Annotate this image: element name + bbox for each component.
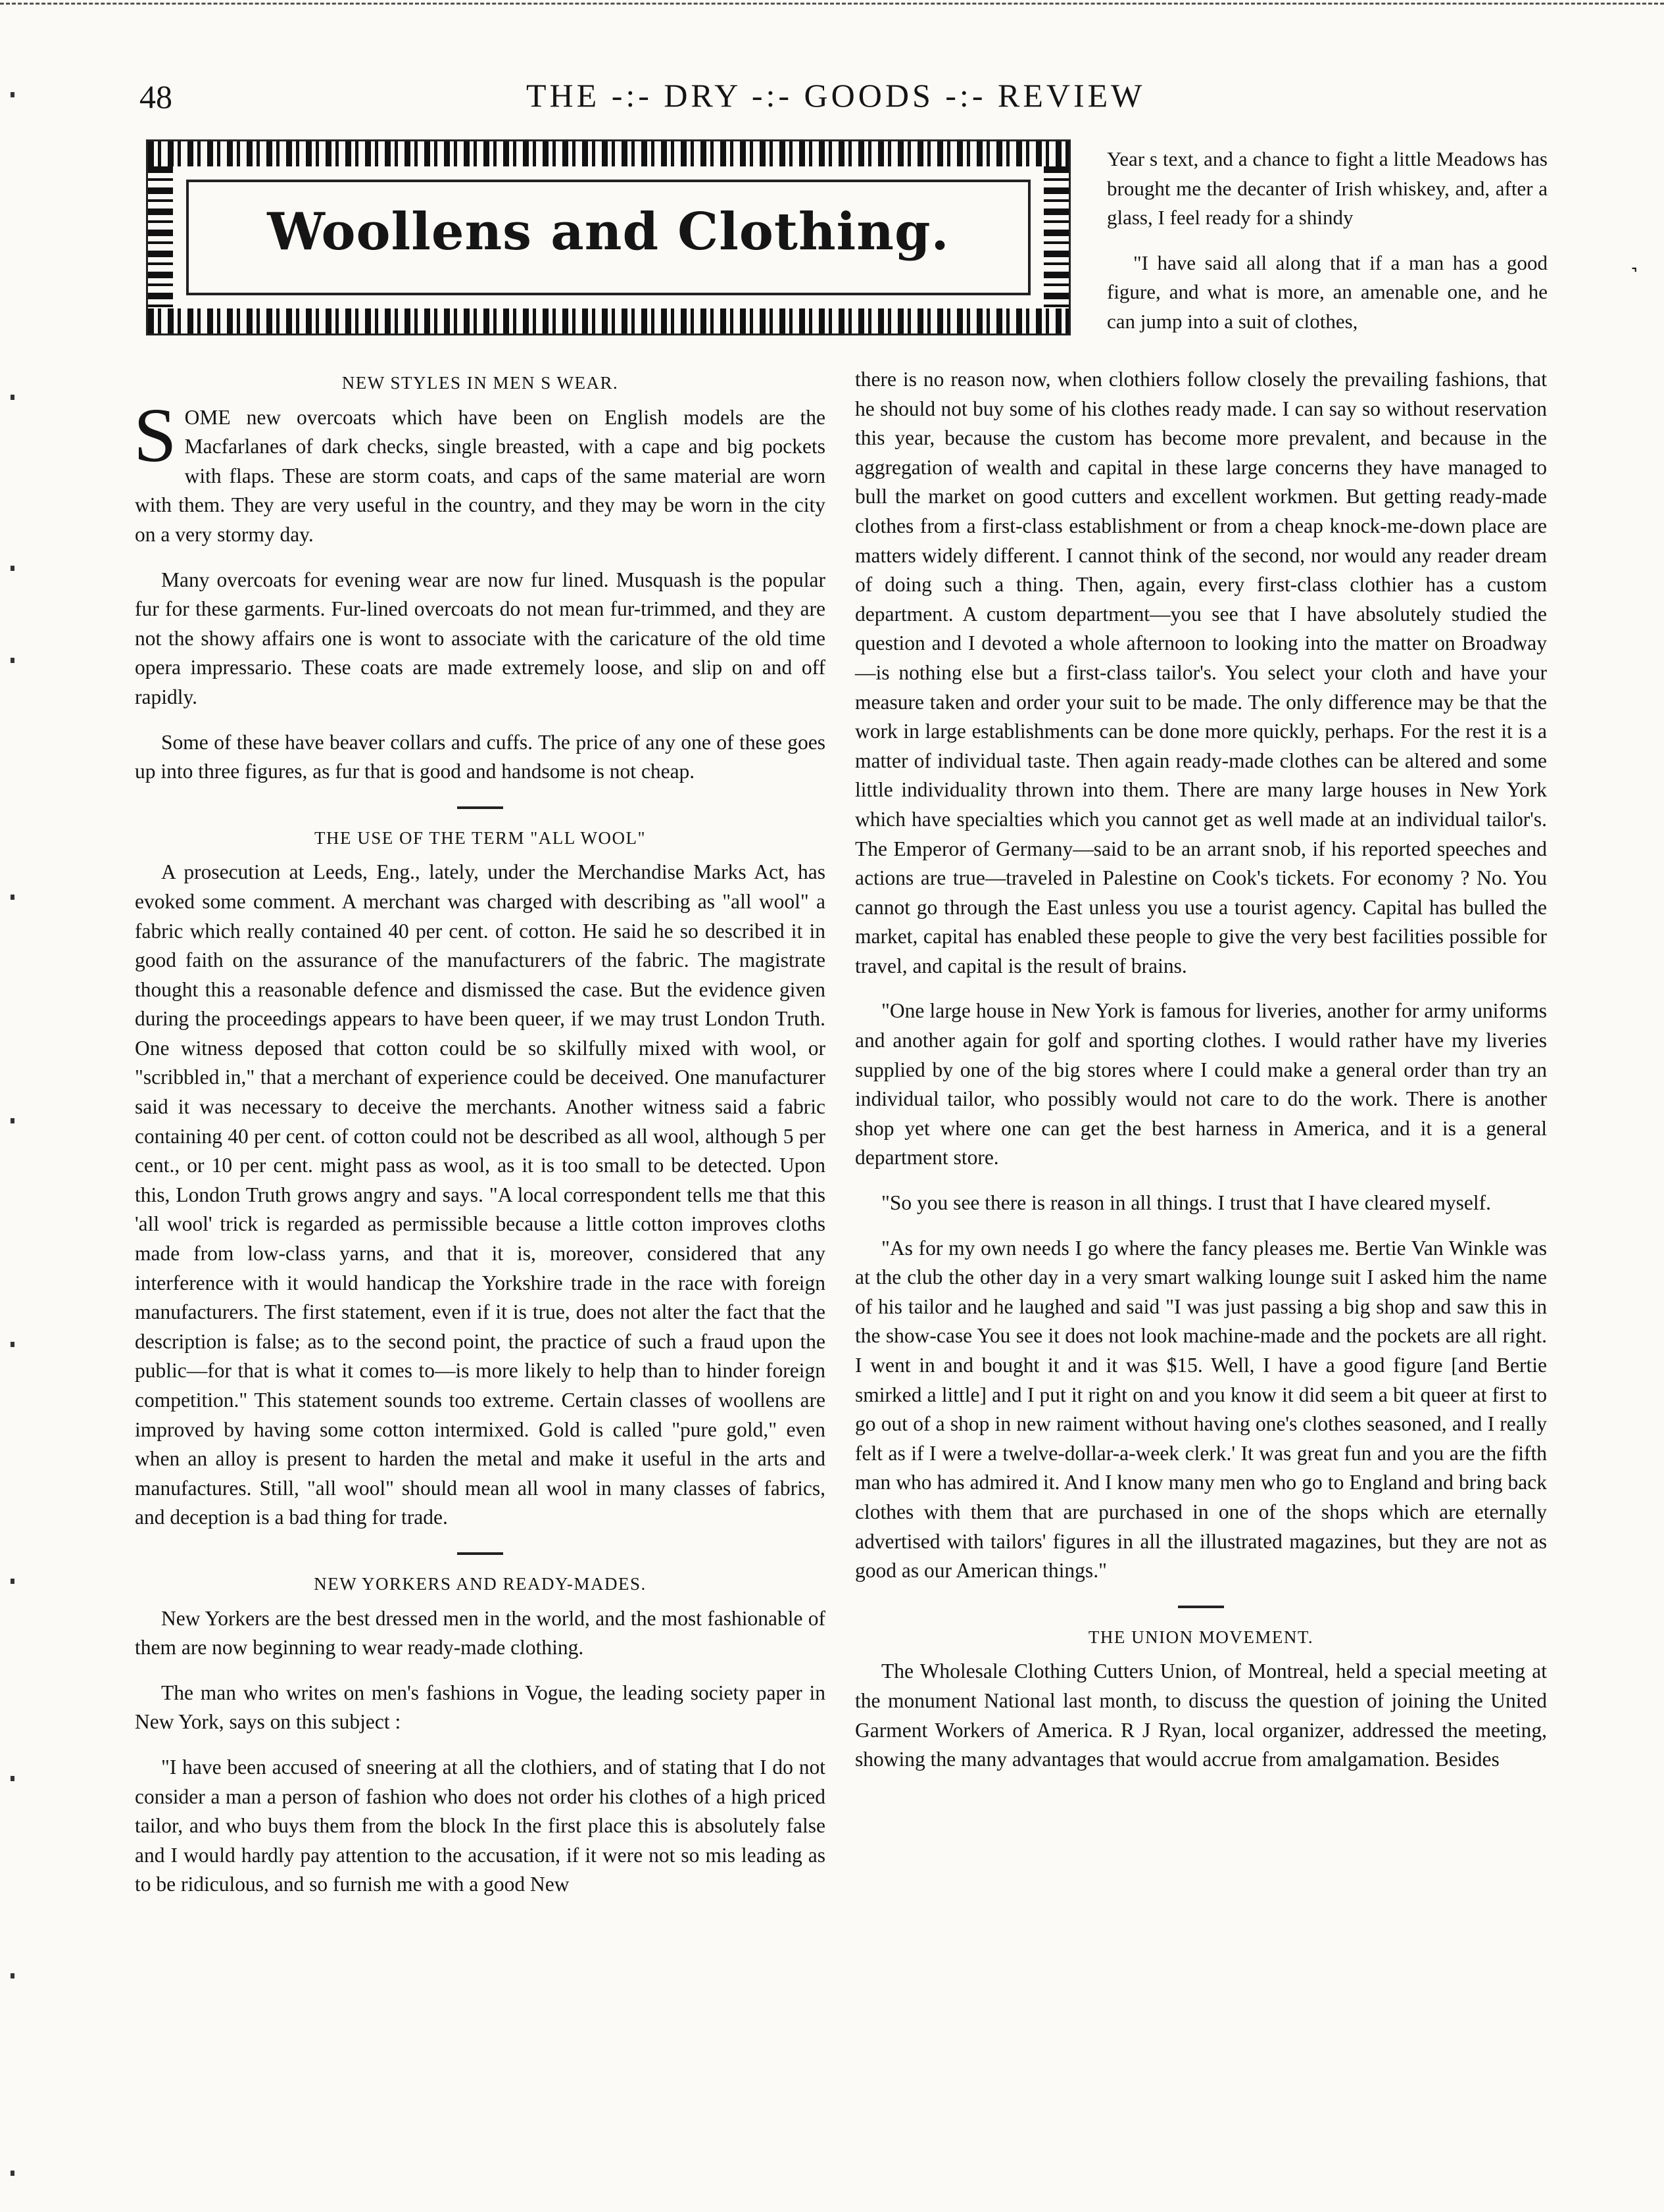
section-heading: THE USE OF THE TERM "ALL WOOL" bbox=[314, 827, 647, 848]
article-paragraph: "I have said all along that if a man has a good figure, and what is more, an amenable one, and he can jump into a suit of clothes, bbox=[1107, 251, 1548, 333]
section-separator bbox=[1178, 1606, 1224, 1608]
section-separator bbox=[457, 1552, 503, 1555]
page-number: 48 bbox=[139, 78, 172, 115]
drop-cap: S bbox=[134, 391, 177, 478]
section-separator bbox=[457, 806, 503, 809]
section-heading: NEW YORKERS AND READY-MADES. bbox=[314, 1573, 647, 1594]
section-heading: NEW STYLES IN MEN S WEAR. bbox=[341, 373, 619, 393]
article-paragraph: New Yorkers are the best dressed men in the world, and the most fashionable of them are now beginning to wear ready-made clothing. bbox=[135, 1606, 825, 1659]
top-border-rule bbox=[0, 3, 1664, 5]
article-paragraph: "One large house in New York is famous for liveries, another for army uniforms and another again for golf and sporting clothes. I would rather have my liveries supplied by one of the big stores where I could make a general order than try an individual tailor, who possibly would not care to do the work. There is another shop yet where one can get the best harness in America, and it is a general department store. bbox=[855, 999, 1547, 1169]
ornamental-border-left bbox=[148, 166, 173, 308]
left-column bbox=[135, 368, 825, 1915]
section-title-frame bbox=[146, 139, 1071, 335]
article-paragraph: there is no reason now, when clothiers follow closely the prevailing fashions, that he should not buy some of his clothes ready made. I can say so without reservation this year, because the custom has become more prevalent, and because in the aggregation of wealth and capital in these large concerns they have managed to bull the market on good cutters and excellent workmen. But getting ready-made clothes from a first-class establishment or from a cheap knock-me-down place are matters widely different. I cannot think of the second, nor would any reader dream of doing such a thing. Then, again, every first-class clothier has a custom department. A custom department—you see that I have absolutely studied the question and I devoted a whole afternoon to looking into the matter on Broadway—is nothing else but a first-class tailor's. You select your cloth and have your measure taken and order your suit to be made. The only difference may be that the work in large establishments can be done more quickly, perhaps. For the rest it is a matter of individual taste. Then again ready-made clothes can be altered and some little individuality thrown into them. There are many large houses in New York which have specialties which you cannot get as well made at an individual tailor's. The Emperor of Germany—said to be an arrant snob, if his reported speeches and actions are true—traveled in Palestine on Cook's tickets. For economy ? No. You cannot go through the East unless you use a tourist agency. Capital has bulled the market, capital has enabled these people to give the very best facilities possible for travel, and capital is the result of brains. bbox=[855, 368, 1547, 977]
ornamental-border-top bbox=[148, 141, 1069, 166]
section-title-panel bbox=[186, 180, 1031, 295]
article-paragraph: Some of these have beaver collars and cuffs. The price of any one of these goes up into three figures, as fur that is good and handsome is not cheap. bbox=[135, 730, 825, 783]
article-paragraph: The man who writes on men's fashions in Vogue, the leading society paper in New York, says on this subject : bbox=[135, 1681, 825, 1734]
article-paragraph: Year s text, and a chance to fight a little Meadows has brought me the decanter of Irish whiskey, and, after a glass, I feel ready for a shindy bbox=[1107, 147, 1548, 230]
article-paragraph: The Wholesale Clothing Cutters Union, of Montreal, held a special meeting at the monument National last month, to discuss the question of joining the United Garment Workers of America. R J Ryan, local organizer, addressed the meeting, showing the many advantages that would accrue from amalgamation. Besides bbox=[855, 1659, 1547, 1771]
article-paragraph: "I have been accused of sneering at all the clothiers, and of stating that I do not consider a man a person of fashion who does not order his clothes of a high priced tailor, and who buys them from the block In the first place this is absolutely false and I would hardly pay attention to the accusation, if it were not so mis leading as to be ridiculous, and so furnish me with a good New bbox=[135, 1755, 825, 1896]
article-paragraph: Many overcoats for evening wear are now fur lined. Musquash is the popular fur for these garments. Fur-lined overcoats do not mean fur-trimmed, and they are not the showy affairs one is wont to associate with the caricature of the old time opera impressario. These coats are made extremely loose, and slip on and off rapidly. bbox=[135, 568, 825, 708]
section-title: Woollens and Clothing. bbox=[267, 202, 950, 262]
ornamental-border-bottom bbox=[148, 308, 1069, 333]
article-paragraph: "So you see there is reason in all things. I trust that I have cleared myself. bbox=[881, 1191, 1491, 1215]
section-heading: THE UNION MOVEMENT. bbox=[1088, 1627, 1314, 1647]
right-column bbox=[855, 365, 1547, 1790]
margin-mark: ˺ bbox=[1630, 261, 1639, 291]
article-paragraph: "As for my own needs I go where the fancy pleases me. Bertie Van Winkle was at the club the other day in a very smart walking lounge suit I asked him the name of his tailor and he laughed and said "I was just passing a big shop and saw this in the show-case You see it does not look machine-made and the pockets are all right. I went in and bought it and it was $15. Well, I have a good figure [and Bertie smirked a little] and I put it right on and you know it did seem a bit queer at first to go out of a shop in new raiment without having one's clothes seasoned, and I really felt as if I were a twelve-dollar-a-week clerk.' It was great fun and you are the fifth man who has admired it. And I know many men who go to England and bring back clothes with them that are purchased in one of the shops which are eternally advertised with tailors' figures in all the illustrated magazines, but they are not as good as our American things." bbox=[855, 1236, 1547, 1583]
right-column-top bbox=[1107, 145, 1548, 337]
article-paragraph: A prosecution at Leeds, Eng., lately, under the Merchandise Marks Act, has evoked some comment. A merchant was charged with describing as "all wool" a fabric which really contained 40 per cent. of cotton. He said he so described it in good faith on the assurance of the manufacturers of the fabric. The magistrate thought this a reasonable defence and dismissed the case. But the evidence given during the proceedings appears to have been queer, if we may trust London Truth. One witness deposed that cotton could be so skilfully mixed with wool, or "scribbled in," that a merchant of experience could be deceived. One manufacturer said it was necessary to deceive the merchants. Another witness said a fabric containing 40 per cent. of cotton could not be described as all wool, although 5 per cent., or 10 per cent. might pass as wool, as it is too small to be detected. Upon this, London Truth grows angry and says. "A local correspondent tells me that this 'all wool' trick is regarded as permissible because a little cotton improves cloths made from low-class yarns, and that it is, moreover, considered that any interference with it would handicap the Yorkshire trade in the race with foreign manufacturers. The first statement, even if it is true, does not alter the fact that the description is false; as to the second point, the practice of such a fraud upon the public—for that is what it comes to—is more likely to help than to hinder foreign competition." This statement sounds too extreme. Certain classes of woollens are improved by having some cotton intermixed. Gold is called "pure gold," even when an alloy is present to harden the metal and make it useful in the arts and manufactures. Still, "all wool" should mean all wool in many classes of fabrics, and deception is a bad thing for trade. bbox=[135, 860, 825, 1529]
scan-edge-marks bbox=[4, 0, 30, 2212]
article-paragraph: SOME new overcoats which have been on English models are the Macfarlanes of dark checks, single breasted, with a cape and big pockets with flaps. These are storm coats, and caps of the same material are worn with them. They are very useful in the country, and they may be worn in the city on a very stormy day. bbox=[134, 391, 825, 546]
ornamental-border-right bbox=[1044, 166, 1069, 308]
running-head: THE -:- DRY -:- GOODS -:- REVIEW bbox=[526, 77, 1146, 114]
